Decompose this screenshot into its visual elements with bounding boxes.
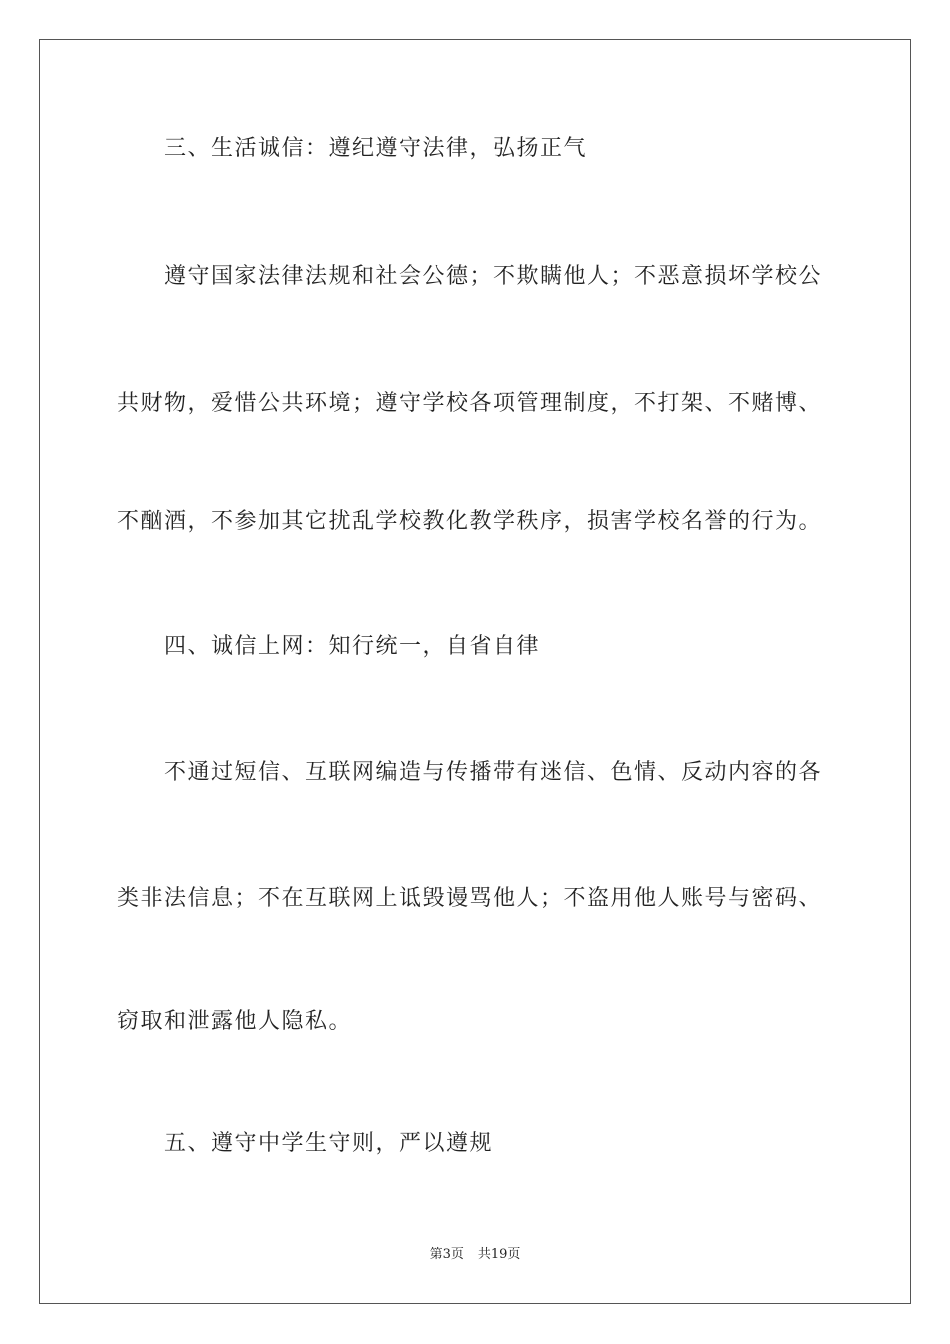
paragraph-line: 窃取和泄露他人隐私。 — [117, 1009, 353, 1034]
section-heading-3: 三、生活诚信：遵纪遵守法律，弘扬正气 — [164, 136, 588, 161]
page-total: 共19页 — [477, 1247, 521, 1262]
paragraph-line: 不通过短信、互联网编造与传播带有迷信、色情、反动内容的各 — [164, 760, 823, 785]
paragraph-line: 共财物，爱惜公共环境；遵守学校各项管理制度，不打架、不赌博、 — [117, 391, 823, 416]
paragraph-line: 遵守国家法律法规和社会公德；不欺瞒他人；不恶意损坏学校公 — [164, 264, 823, 289]
section-heading-4: 四、诚信上网：知行统一，自省自律 — [164, 634, 541, 659]
section-heading-5: 五、遵守中学生守则，严以遵规 — [164, 1131, 494, 1156]
paragraph-line: 类非法信息；不在互联网上诋毁谩骂他人；不盗用他人账号与密码、 — [117, 886, 823, 911]
paragraph-line: 不酗酒，不参加其它扰乱学校教化教学秩序，损害学校名誉的行为。 — [117, 509, 823, 534]
page-number: 第3页 — [429, 1247, 464, 1262]
page-footer — [0, 1245, 950, 1265]
page-border — [39, 39, 911, 1304]
